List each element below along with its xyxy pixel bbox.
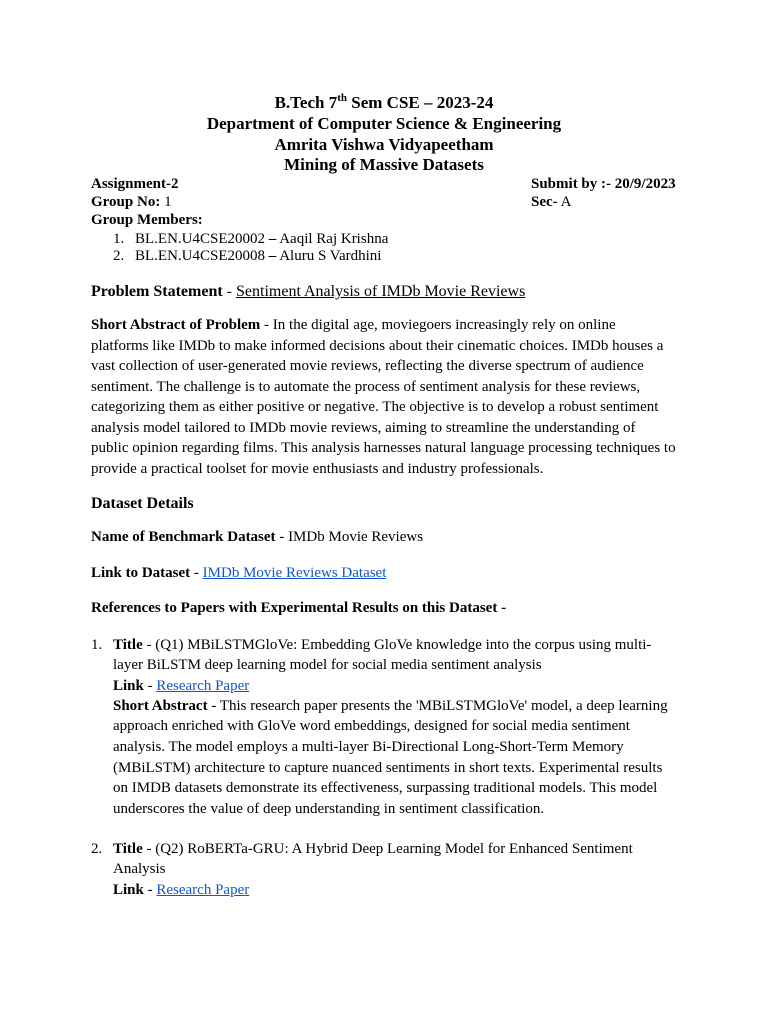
references-heading: References to Papers with Experimental Results on this Dataset -	[91, 600, 507, 616]
reference-title-line: Analysis	[113, 861, 166, 877]
dataset-link-separator: -	[193, 565, 199, 581]
reference-abstract-text: - This research paper presents the 'MBiLSTMGloVe' model, a deep learning	[211, 698, 668, 714]
reference-abstract-line: approach enriched with GloVe word embeddings, designed for social media sentiment	[113, 718, 630, 734]
group-number-value: 1	[164, 194, 172, 210]
problem-statement-title: Sentiment Analysis of IMDb Movie Reviews	[236, 283, 526, 300]
reference-abstract-line: underscores the value of deep understanding in sentiment classification.	[113, 801, 545, 817]
reference-link-label: Link	[113, 882, 144, 898]
submit-by-date: Submit by :- 20/9/2023	[531, 176, 676, 192]
problem-abstract-line: platforms like IMDb to make informed decisions about their cinematic choices. IMDb houses a	[91, 338, 664, 354]
reference-title-label: Title	[113, 637, 143, 653]
problem-abstract-line: public opinion regarding films. This analysis harnesses natural language processing techniques to	[91, 440, 676, 456]
reference-link-row	[113, 676, 249, 696]
dataset-name-value: IMDb Movie Reviews	[288, 529, 424, 545]
section-value: A	[560, 194, 572, 210]
member-name: Aluru S Vardhini	[279, 248, 382, 264]
dataset-link[interactable]: IMDb Movie Reviews Dataset	[202, 565, 387, 581]
reference-title-label: Title	[113, 841, 143, 857]
research-paper-link[interactable]: Research Paper	[156, 678, 250, 694]
member-separator: –	[268, 231, 277, 247]
course-heading-prefix: B.Tech 7	[274, 93, 338, 112]
problem-abstract-line: categorizing them as either positive or negative. The objective is to develop a robust sentiment	[91, 399, 659, 415]
department-heading: Department of Computer Science & Engineering	[206, 114, 562, 133]
course-heading-superscript: th	[337, 92, 348, 104]
problem-abstract-text: - In the digital age, moviegoers increasingly rely on online	[264, 317, 616, 333]
reference-number: 2.	[91, 841, 103, 857]
course-heading	[0, 92, 768, 114]
problem-statement	[91, 281, 525, 303]
dataset-name-label: Name of Benchmark Dataset	[91, 529, 276, 545]
dataset-link-row	[91, 563, 386, 583]
reference-title-line	[113, 839, 633, 859]
course-heading-suffix: Sem CSE – 2023-24	[351, 93, 494, 112]
reference-abstract-line: (MBiLSTM) architecture to capture nuanced sentiments in short texts. Experimental results	[113, 760, 663, 776]
reference-link-label: Link	[113, 678, 144, 694]
reference-title-text: - (Q2) RoBERTa-GRU: A Hybrid Deep Learning Model for Enhanced Sentiment	[146, 841, 633, 857]
university-heading: Amrita Vishwa Vidyapeetham	[274, 135, 494, 154]
reference-title-text: - (Q1) MBiLSTMGloVe: Embedding GloVe knowledge into the corpus using multi-	[146, 637, 652, 653]
member-id: BL.EN.U4CSE20008	[135, 248, 266, 264]
reference-abstract-line: analysis. The model employs a multi-layer Bi-Directional Long-Short-Term Memory	[113, 739, 624, 755]
reference-number: 1.	[91, 637, 103, 653]
reference-abstract-line: on IMDB datasets demonstrate its effectiveness, surpassing traditional models. This model	[113, 780, 658, 796]
problem-abstract-label: Short Abstract of Problem	[91, 317, 261, 333]
problem-statement-label: Problem Statement	[91, 283, 223, 300]
member-separator: –	[268, 248, 277, 264]
group-members-label: Group Members:	[91, 212, 203, 228]
group-number-label: Group No:	[91, 194, 161, 210]
problem-abstract-line: sentiment. The challenge is to automate the process of sentiment analysis for these reviews,	[91, 379, 641, 395]
reference-title-line	[113, 635, 651, 655]
dataset-details-heading: Dataset Details	[91, 495, 194, 512]
reference-link-separator: -	[147, 678, 153, 694]
member-item	[135, 246, 381, 266]
reference-abstract-label: Short Abstract	[113, 698, 208, 714]
member-number: 1.	[113, 231, 125, 247]
section-label: Sec-	[531, 194, 558, 210]
reference-abstract-line	[113, 696, 668, 716]
member-name: Aaqil Raj Krishna	[279, 231, 389, 247]
reference-link-row	[113, 880, 249, 900]
research-paper-link[interactable]: Research Paper	[156, 882, 250, 898]
problem-abstract-line: provide a practical toolset for movie enthusiasts and industry professionals.	[91, 461, 544, 477]
dataset-name	[91, 527, 423, 547]
problem-abstract-line: vast collection of user-generated movie reviews, reflecting the diverse spectrum of audience	[91, 358, 644, 374]
subject-heading: Mining of Massive Datasets	[284, 155, 484, 174]
problem-statement-separator: -	[226, 283, 232, 300]
assignment-label: Assignment-2	[91, 176, 179, 192]
dataset-link-label: Link to Dataset	[91, 565, 191, 581]
member-id: BL.EN.U4CSE20002	[135, 231, 266, 247]
problem-abstract-line	[91, 315, 616, 335]
group-number	[91, 192, 172, 212]
reference-link-separator: -	[147, 882, 153, 898]
dataset-name-separator: -	[279, 529, 285, 545]
member-number: 2.	[113, 248, 125, 264]
problem-abstract-line: analysis model tailored to IMDb movie reviews, aiming to streamline the understanding of	[91, 420, 636, 436]
section	[531, 192, 571, 212]
reference-title-line: layer BiLSTM deep learning model for social media sentiment analysis	[113, 657, 542, 673]
